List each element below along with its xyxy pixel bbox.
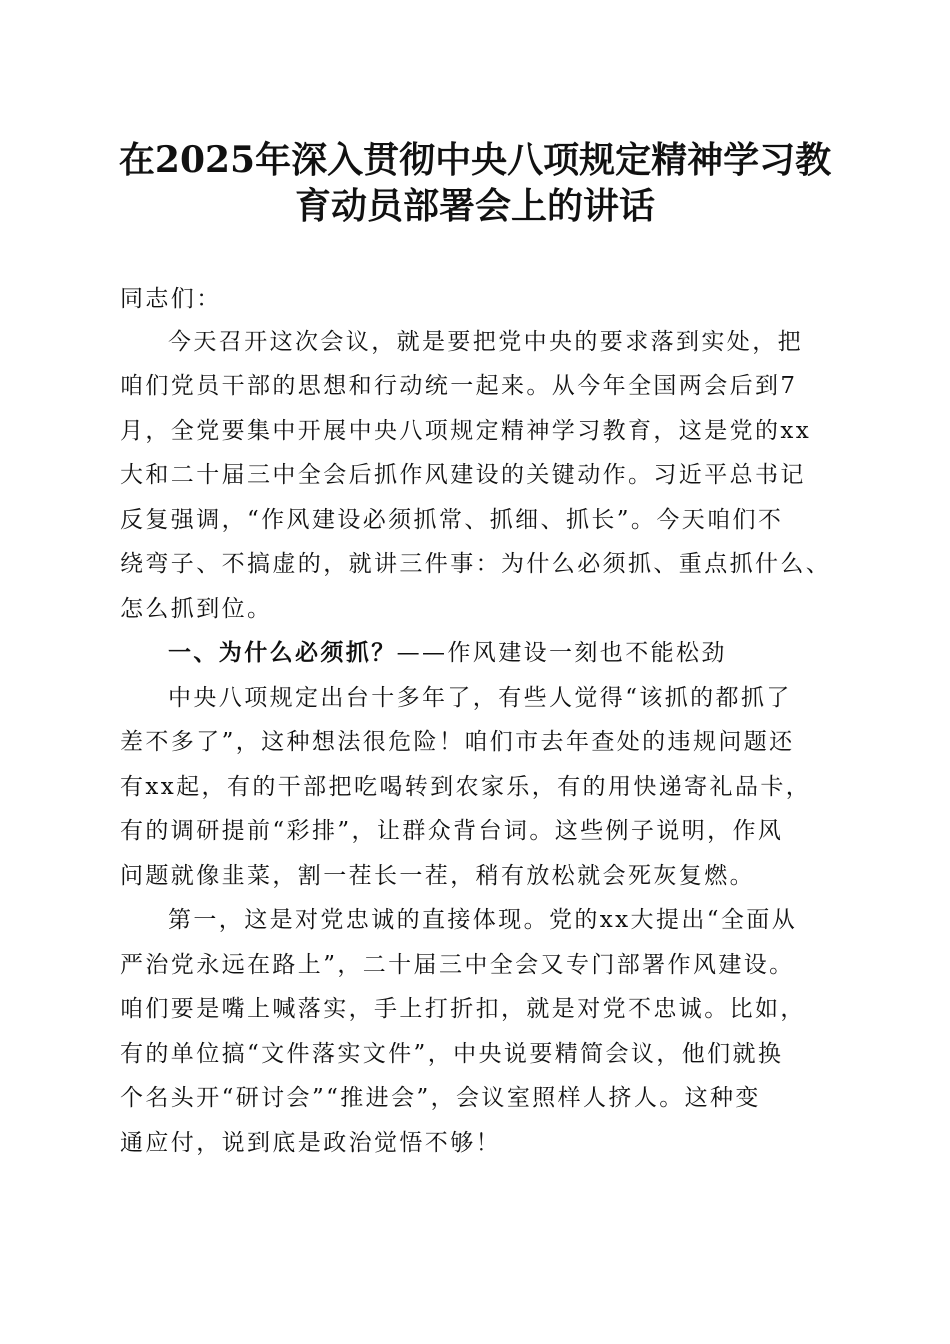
paragraph-2-line-2: 差不多了”，这种想法很危险！咱们市去年查处的违规问题还 bbox=[120, 729, 795, 755]
document-title-line-2: 育动员部署会上的讲话 bbox=[294, 185, 655, 227]
paragraph-2-line-4: 有的调研提前“彩排”，让群众背台词。这些例子说明，作风 bbox=[120, 818, 784, 844]
paragraph-1-line-7: 怎么抓到位。 bbox=[120, 596, 273, 622]
paragraph-2-line-5: 问题就像韭菜，割一茬长一茬，稍有放松就会死灰复燃。 bbox=[120, 863, 755, 889]
paragraph-3-line-5: 个名头开“研讨会”“推进会”，会议室照样人挤人。这种变 bbox=[120, 1085, 761, 1111]
salutation: 同志们： bbox=[120, 286, 222, 312]
section-1-heading-bold: 一、为什么必须抓？ bbox=[168, 639, 397, 666]
paragraph-1-line-2: 咱们党员干部的思想和行动统一起来。从今年全国两会后到7 bbox=[120, 373, 798, 399]
paragraph-3-line-6: 通应付，说到底是政治觉悟不够！ bbox=[120, 1130, 501, 1156]
paragraph-1-line-3: 月，全党要集中开展中央八项规定精神学习教育，这是党的xx bbox=[120, 418, 812, 444]
paragraph-3-line-2: 严治党永远在路上”，二十届三中全会又专门部署作风建设。 bbox=[120, 952, 795, 978]
paragraph-1-line-6: 绕弯子、不搞虚的，就讲三件事：为什么必须抓、重点抓什么、 bbox=[120, 551, 832, 577]
paragraph-3-line-1: 第一，这是对党忠诚的直接体现。党的xx大提出“全面从 bbox=[168, 907, 798, 933]
section-1-heading bbox=[168, 638, 727, 668]
paragraph-2-line-1: 中央八项规定出台十多年了，有些人觉得“该抓的都抓了 bbox=[168, 685, 792, 711]
paragraph-2-line-3: 有xx起，有的干部把吃喝转到农家乐，有的用快递寄礼品卡， bbox=[120, 774, 812, 800]
document-title-line-1: 在2025年深入贯彻中央八项规定精神学习教 bbox=[118, 139, 832, 181]
paragraph-3-line-3: 咱们要是嘴上喊落实，手上打折扣，就是对党不忠诚。比如， bbox=[120, 996, 806, 1022]
paragraph-1-line-1: 今天召开这次会议，就是要把党中央的要求落到实处，把 bbox=[168, 329, 803, 355]
paragraph-1-line-5: 反复强调，“作风建设必须抓常、抓细、抓长”。今天咱们不 bbox=[120, 507, 784, 533]
section-1-heading-rest: ——作风建设一刻也不能松劲 bbox=[396, 640, 727, 666]
paragraph-1-line-4: 大和二十届三中全会后抓作风建设的关键动作。习近平总书记 bbox=[120, 462, 806, 488]
paragraph-3-line-4: 有的单位搞“文件落实文件”，中央说要精简会议，他们就换 bbox=[120, 1041, 784, 1067]
